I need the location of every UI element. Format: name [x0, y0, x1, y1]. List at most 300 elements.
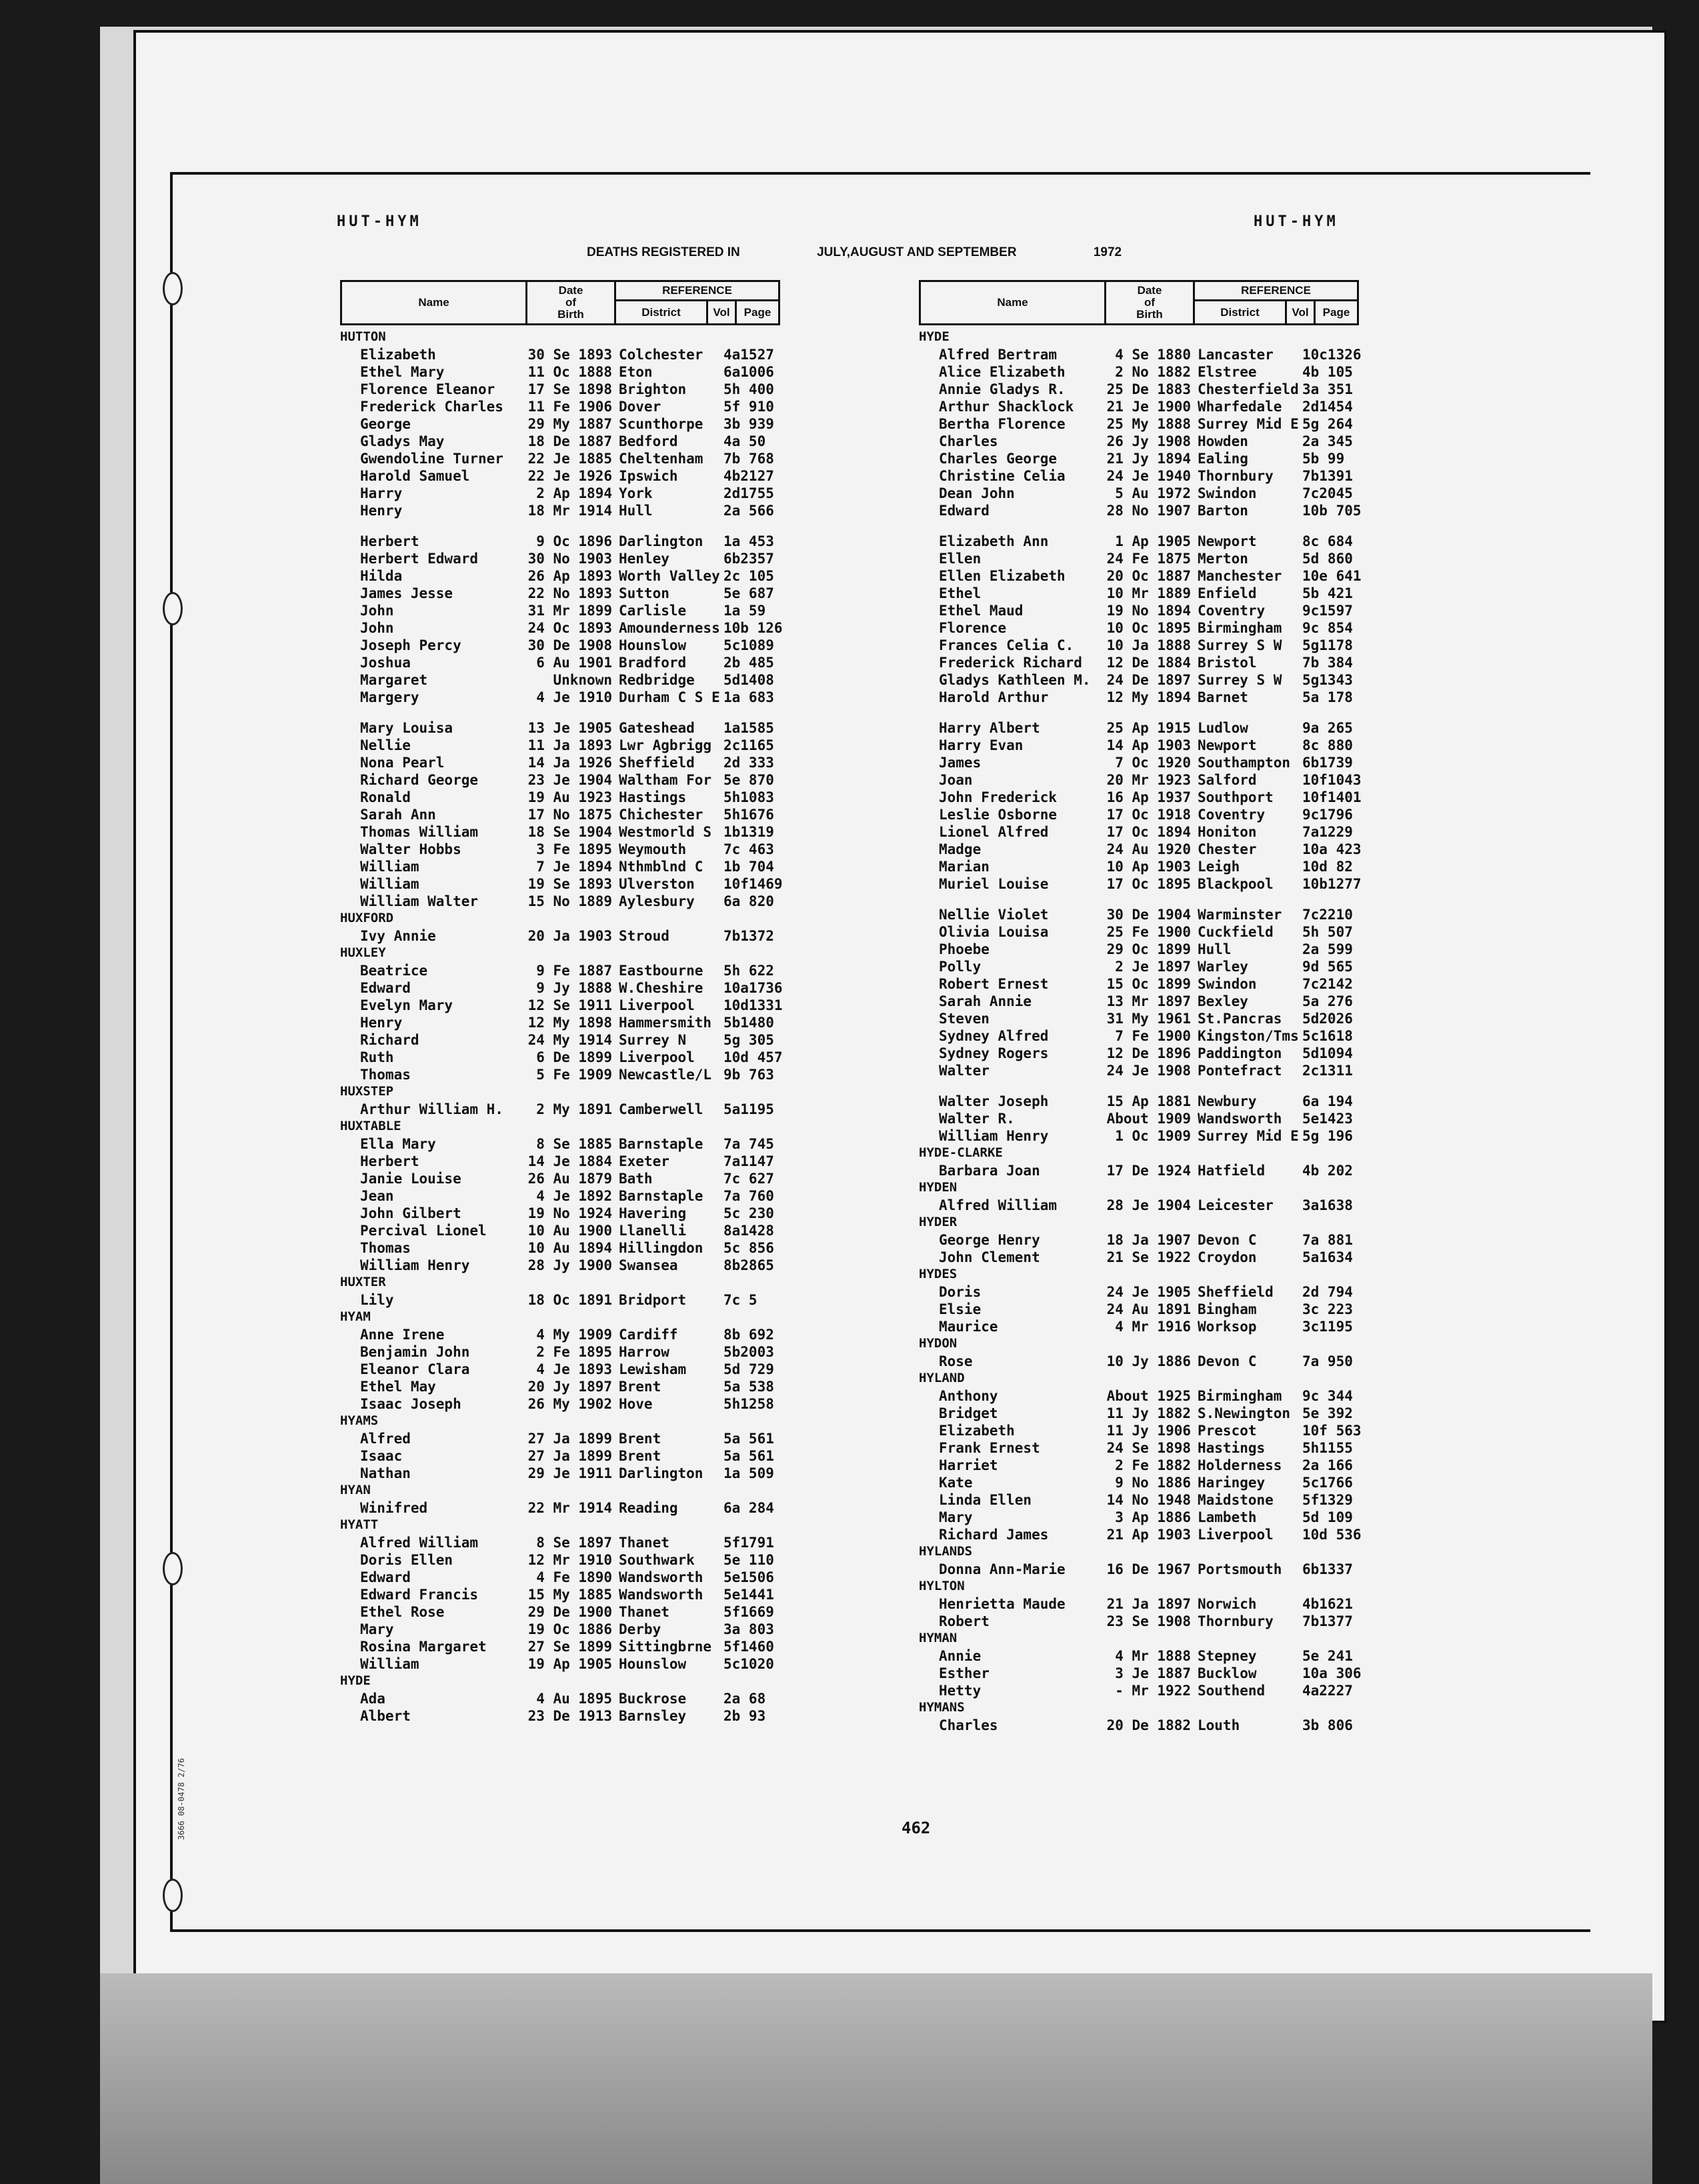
- entry-district: Surrey Mid E: [1198, 416, 1299, 432]
- entry-reference: 9c 854: [1302, 620, 1353, 636]
- entry-name: Lily: [360, 1292, 394, 1308]
- entry-district: Southwark: [619, 1552, 695, 1568]
- entry-reference: 5d 860: [1302, 551, 1353, 567]
- table-row: [919, 959, 1359, 976]
- entry-reference: 5g1178: [1302, 637, 1353, 653]
- surname: HYAN: [340, 1483, 371, 1497]
- header-date-of-birth: [527, 282, 616, 323]
- entry-reference: 7b1372: [723, 928, 774, 944]
- entry-date-of-birth: 27 Se 1899: [527, 1639, 612, 1655]
- entry-date-of-birth: 17 Oc 1895: [1106, 876, 1191, 892]
- entry-name: Ivy Annie: [360, 928, 436, 944]
- entry-reference: 5e1506: [723, 1569, 774, 1585]
- right-column: [919, 280, 1362, 1735]
- entry-date-of-birth: 24 Se 1898: [1106, 1440, 1191, 1456]
- entry-date-of-birth: 24 Oc 1893: [527, 620, 612, 636]
- entry-name: Ethel May: [360, 1379, 436, 1395]
- entry-district: Worksop: [1198, 1319, 1257, 1335]
- table-row: [340, 637, 780, 655]
- entry-name: Richard George: [360, 772, 479, 788]
- entry-district: Ealing: [1198, 451, 1248, 467]
- entry-name: Christine Celia: [939, 468, 1066, 484]
- entry-name: William: [360, 859, 419, 875]
- table-row: [919, 347, 1362, 364]
- entry-reference: 5f1460: [723, 1639, 774, 1655]
- table-row: [919, 364, 1359, 381]
- surname-heading: [919, 1267, 1359, 1284]
- table-row: [340, 824, 780, 841]
- entry-name: John Frederick: [939, 789, 1058, 805]
- entry-district: Redbridge: [619, 672, 695, 688]
- header-dob-line3: Birth: [557, 308, 584, 321]
- entry-reference: 10e 641: [1302, 568, 1362, 584]
- entry-reference: 5a1634: [1302, 1249, 1353, 1265]
- table-row: [340, 859, 780, 876]
- entry-date-of-birth: 30 Se 1893: [527, 347, 612, 363]
- table-row: [340, 1171, 780, 1188]
- surname: HYDON: [919, 1336, 958, 1351]
- entry-reference: 5f1329: [1302, 1492, 1353, 1508]
- entry-district: Haringey: [1198, 1475, 1266, 1491]
- entry-reference: 10d 536: [1302, 1527, 1362, 1543]
- entry-name: Sarah Ann: [360, 807, 436, 823]
- table-row: [919, 503, 1362, 520]
- entry-reference: 10a 306: [1302, 1665, 1362, 1681]
- header-reference: [616, 282, 778, 323]
- entry-date-of-birth: 24 Je 1940: [1106, 468, 1191, 484]
- header-dob-line1: Date: [558, 284, 583, 297]
- table-row: [340, 1136, 780, 1153]
- entry-district: Brent: [619, 1448, 661, 1464]
- entry-district: Ulverston: [619, 876, 695, 892]
- entry-date-of-birth: 30 De 1904: [1106, 907, 1191, 923]
- entry-date-of-birth: 20 Mr 1923: [1106, 772, 1191, 788]
- entry-date-of-birth: 21 Ap 1903: [1106, 1527, 1191, 1543]
- entry-name: Ellen: [939, 551, 982, 567]
- table-row: [919, 468, 1359, 485]
- header-reference: [1195, 282, 1357, 323]
- entry-date-of-birth: 4 Se 1880: [1115, 347, 1191, 363]
- entry-date-of-birth: 28 No 1907: [1106, 503, 1191, 519]
- entries-list: [919, 329, 1362, 1735]
- table-row: [340, 1101, 780, 1119]
- entry-district: Reading: [619, 1500, 678, 1516]
- entry-reference: 1a1585: [723, 720, 774, 736]
- surname: HYDEN: [919, 1180, 958, 1195]
- entry-reference: 4a1527: [723, 347, 774, 363]
- entry-date-of-birth: 10 Ap 1903: [1106, 859, 1191, 875]
- entry-reference: 7b 768: [723, 451, 774, 467]
- entry-name: Joan: [939, 772, 973, 788]
- entry-date-of-birth: 3 Ap 1886: [1115, 1509, 1191, 1525]
- entry-district: Thornbury: [1198, 1613, 1274, 1629]
- entry-district: Scunthorpe: [619, 416, 703, 432]
- entry-reference: 2b 93: [723, 1708, 766, 1724]
- surname: HYLAND: [919, 1371, 965, 1385]
- table-row: [919, 1457, 1359, 1475]
- entry-district: Westmorld S: [619, 824, 712, 840]
- entry-date-of-birth: 23 De 1913: [527, 1708, 612, 1724]
- entry-district: Wandsworth: [619, 1587, 703, 1603]
- entry-name: Ethel Maud: [939, 603, 1024, 619]
- entry-district: Southport: [1198, 789, 1274, 805]
- entry-name: Nona Pearl: [360, 755, 445, 771]
- entry-name: Beatrice: [360, 963, 428, 979]
- table-row: [919, 620, 1359, 637]
- entry-reference: 2d1755: [723, 485, 774, 501]
- surname-heading: [919, 1371, 1359, 1388]
- entry-date-of-birth: 3 Fe 1895: [536, 841, 612, 857]
- entry-reference: 5a 538: [723, 1379, 774, 1395]
- entry-date-of-birth: 22 Mr 1914: [527, 1500, 612, 1516]
- entry-district: Salford: [1198, 772, 1257, 788]
- entry-name: Ellen Elizabeth: [939, 568, 1066, 584]
- entry-date-of-birth: About 1909: [1106, 1111, 1191, 1127]
- entry-reference: 3b 806: [1302, 1717, 1353, 1733]
- entry-date-of-birth: 25 Ap 1915: [1106, 720, 1191, 736]
- entry-name: Harry Albert: [939, 720, 1040, 736]
- table-row: [919, 551, 1359, 568]
- entry-date-of-birth: 12 De 1884: [1106, 655, 1191, 671]
- table-row: [340, 928, 780, 945]
- entry-name: Doris: [939, 1284, 982, 1300]
- table-row: [340, 451, 780, 468]
- header-dob-line3: Birth: [1136, 308, 1163, 321]
- entry-date-of-birth: 8 Se 1897: [536, 1535, 612, 1551]
- surname: HYDE: [919, 329, 950, 344]
- entry-reference: 10f 563: [1302, 1423, 1362, 1439]
- entry-name: Ruth: [360, 1049, 394, 1065]
- entry-name: Steven: [939, 1011, 990, 1027]
- entry-reference: 7c2210: [1302, 907, 1353, 923]
- entry-name: Janie Louise: [360, 1171, 461, 1187]
- table-row: [919, 1405, 1359, 1423]
- entry-reference: 5f1669: [723, 1604, 774, 1620]
- table-row: [919, 1475, 1359, 1492]
- table-row: [340, 364, 780, 381]
- entry-reference: 10f1043: [1302, 772, 1362, 788]
- entry-date-of-birth: 11 Ja 1893: [527, 737, 612, 753]
- entries-list: [340, 329, 783, 1725]
- entry-district: Gateshead: [619, 720, 695, 736]
- entry-district: Hull: [1198, 941, 1232, 957]
- entry-reference: 6a 820: [723, 893, 774, 909]
- entry-date-of-birth: 12 My 1898: [527, 1015, 612, 1031]
- entry-district: Sutton: [619, 585, 669, 601]
- entry-name: James Jesse: [360, 585, 453, 601]
- surname: HUXTER: [340, 1275, 386, 1289]
- entry-district: Sittingbrne: [619, 1639, 712, 1655]
- entry-name: Frank Ernest: [939, 1440, 1040, 1456]
- entry-date-of-birth: 25 De 1883: [1106, 381, 1191, 397]
- entry-district: Aylesbury: [619, 893, 695, 909]
- table-row: [340, 755, 780, 772]
- entry-name: Muriel Louise: [939, 876, 1049, 892]
- entry-reference: 5h1083: [723, 789, 774, 805]
- table-row: [340, 997, 783, 1015]
- entry-name: Robert: [939, 1613, 990, 1629]
- entry-district: Chester: [1198, 841, 1257, 857]
- table-row: [340, 1067, 780, 1084]
- entry-date-of-birth: 4 Au 1895: [536, 1691, 612, 1707]
- entry-reference: 9c1796: [1302, 807, 1353, 823]
- entry-date-of-birth: 21 Jy 1894: [1106, 451, 1191, 467]
- entry-date-of-birth: 1 Ap 1905: [1115, 533, 1191, 549]
- surname-heading: [919, 1631, 1359, 1648]
- entry-district: Portsmouth: [1198, 1561, 1282, 1577]
- table-row: [919, 1353, 1359, 1371]
- entry-district: Eastbourne: [619, 963, 703, 979]
- entry-district: Hove: [619, 1396, 653, 1412]
- entry-name: Nathan: [360, 1465, 411, 1481]
- entry-district: Durham C S E: [619, 689, 720, 705]
- entry-district: Newcastle/L: [619, 1067, 712, 1083]
- surname-heading: [340, 1413, 780, 1431]
- entry-name: Charles George: [939, 451, 1058, 467]
- entry-reference: 5f1791: [723, 1535, 774, 1551]
- header-vol: Vol: [1287, 301, 1316, 323]
- entry-name: Herbert: [360, 533, 419, 549]
- entry-date-of-birth: 27 Ja 1899: [527, 1431, 612, 1447]
- table-row: [919, 1509, 1359, 1527]
- entry-date-of-birth: 10 Jy 1886: [1106, 1353, 1191, 1369]
- entry-reference: 7b1391: [1302, 468, 1353, 484]
- entry-reference: 4b 202: [1302, 1163, 1353, 1179]
- entry-name: Maurice: [939, 1319, 998, 1335]
- entry-date-of-birth: 24 Je 1905: [1106, 1284, 1191, 1300]
- entry-date-of-birth: 15 My 1885: [527, 1587, 612, 1603]
- header-district: District: [1195, 301, 1287, 323]
- entry-name: Bridget: [939, 1405, 998, 1421]
- entry-reference: 2c1165: [723, 737, 774, 753]
- table-row: [919, 485, 1359, 503]
- entry-reference: 6a 194: [1302, 1093, 1353, 1109]
- entry-district: Ludlow: [1198, 720, 1248, 736]
- entry-district: Sheffield: [619, 755, 695, 771]
- table-row: [340, 1500, 780, 1517]
- entry-reference: 8c 684: [1302, 533, 1353, 549]
- surname-heading: [919, 1700, 1359, 1717]
- entry-district: Sheffield: [1198, 1284, 1274, 1300]
- entry-date-of-birth: 5 Fe 1909: [536, 1067, 612, 1083]
- entry-name: Mary: [360, 1621, 394, 1637]
- entry-name: Sarah Annie: [939, 993, 1032, 1009]
- table-row: [919, 399, 1359, 416]
- entry-name: Nellie: [360, 737, 411, 753]
- table-row: [340, 1257, 780, 1275]
- entry-reference: 7c 627: [723, 1171, 774, 1187]
- entry-reference: 5h 622: [723, 963, 774, 979]
- entry-district: Cardiff: [619, 1327, 678, 1343]
- entry-name: George: [360, 416, 411, 432]
- table-row: [919, 1093, 1359, 1111]
- entry-name: Lionel Alfred: [939, 824, 1049, 840]
- entry-district: Eton: [619, 364, 653, 380]
- entry-reference: 7c2045: [1302, 485, 1353, 501]
- entry-date-of-birth: 10 Oc 1895: [1106, 620, 1191, 636]
- entry-name: John Gilbert: [360, 1205, 461, 1221]
- entry-district: Devon C: [1198, 1353, 1257, 1369]
- table-row: [340, 1639, 780, 1656]
- entry-reference: 5e 110: [723, 1552, 774, 1568]
- entry-reference: 5f 910: [723, 399, 774, 415]
- entry-district: Surrey Mid E: [1198, 1128, 1299, 1144]
- entry-district: Liverpool: [1198, 1527, 1274, 1543]
- left-column: [340, 280, 783, 1725]
- entry-district: Cheltenham: [619, 451, 703, 467]
- entry-district: Worth Valley: [619, 568, 720, 584]
- entry-district: Barton: [1198, 503, 1248, 519]
- table-row: [919, 1527, 1362, 1544]
- entry-name: Mary: [939, 1509, 973, 1525]
- entry-name: Nellie Violet: [939, 907, 1049, 923]
- entry-district: Honiton: [1198, 824, 1257, 840]
- entry-date-of-birth: 7 Fe 1900: [1115, 1028, 1191, 1044]
- page-title: [587, 245, 1122, 260]
- entry-district: Waltham For: [619, 772, 712, 788]
- table-row: [340, 1015, 780, 1032]
- table-row: [919, 807, 1359, 824]
- table-row: [340, 1448, 780, 1465]
- entry-date-of-birth: 23 Je 1904: [527, 772, 612, 788]
- entry-district: Cuckfield: [1198, 924, 1274, 940]
- entry-name: William Henry: [360, 1257, 470, 1273]
- entry-date-of-birth: 22 No 1893: [527, 585, 612, 601]
- entry-date-of-birth: 31 Mr 1899: [527, 603, 612, 619]
- entry-district: Leicester: [1198, 1197, 1274, 1213]
- entry-district: Manchester: [1198, 568, 1282, 584]
- entry-date-of-birth: 24 Je 1908: [1106, 1063, 1191, 1079]
- entry-name: Isaac Joseph: [360, 1396, 461, 1412]
- scan-border-left: [0, 0, 100, 2184]
- entry-name: Elsie: [939, 1301, 982, 1317]
- entry-district: Enfield: [1198, 585, 1257, 601]
- entry-date-of-birth: 22 Je 1885: [527, 451, 612, 467]
- entry-name: Ella Mary: [360, 1136, 436, 1152]
- entry-district: Bridport: [619, 1292, 687, 1308]
- title-year: 1972: [1093, 245, 1122, 259]
- entry-name: Harry Evan: [939, 737, 1024, 753]
- entry-date-of-birth: 11 Fe 1906: [527, 399, 612, 415]
- entry-reference: 9b 763: [723, 1067, 774, 1083]
- table-row: [919, 1613, 1359, 1631]
- entry-district: Lewisham: [619, 1361, 687, 1377]
- entry-reference: 2a 166: [1302, 1457, 1353, 1473]
- entry-reference: 10d 82: [1302, 859, 1353, 875]
- entry-reference: 7a1229: [1302, 824, 1353, 840]
- table-row: [919, 1596, 1359, 1613]
- entry-name: Jean: [360, 1188, 394, 1204]
- entry-name: Doris Ellen: [360, 1552, 453, 1568]
- entry-district: Newbury: [1198, 1093, 1257, 1109]
- table-row: [919, 533, 1359, 551]
- table-row: [340, 963, 780, 980]
- entry-name: Thomas William: [360, 824, 479, 840]
- surname-heading: [919, 1180, 1359, 1197]
- entry-name: Polly: [939, 959, 982, 975]
- entry-district: W.Cheshire: [619, 980, 703, 996]
- surname-heading: [340, 1275, 780, 1292]
- entry-reference: 10f1401: [1302, 789, 1362, 805]
- table-row: [340, 1361, 780, 1379]
- entry-district: Brent: [619, 1379, 661, 1395]
- entry-name: William: [360, 876, 419, 892]
- entry-reference: 1a 683: [723, 689, 774, 705]
- header-name: Name: [921, 282, 1106, 323]
- entry-date-of-birth: 26 Au 1879: [527, 1171, 612, 1187]
- entry-name: Madge: [939, 841, 982, 857]
- entry-reference: 9c1597: [1302, 603, 1353, 619]
- entry-reference: 10f1469: [723, 876, 783, 892]
- table-row: [919, 859, 1359, 876]
- table-row: [340, 1327, 780, 1344]
- entry-name: Anne Irene: [360, 1327, 445, 1343]
- entry-date-of-birth: 18 Ja 1907: [1106, 1232, 1191, 1248]
- table-row: [919, 568, 1362, 585]
- entry-reference: 5h1155: [1302, 1440, 1353, 1456]
- table-row: [919, 841, 1362, 859]
- header-page: Page: [743, 305, 771, 319]
- table-row: [919, 1284, 1359, 1301]
- entry-district: S.Newington: [1198, 1405, 1291, 1421]
- entry-date-of-birth: 21 Je 1900: [1106, 399, 1191, 415]
- entry-reference: 6b2357: [723, 551, 774, 567]
- entry-name: Walter Hobbs: [360, 841, 461, 857]
- entry-date-of-birth: 22 Je 1926: [527, 468, 612, 484]
- entry-reference: 5c 856: [723, 1240, 774, 1256]
- entry-date-of-birth: 30 De 1908: [527, 637, 612, 653]
- table-row: [340, 585, 780, 603]
- entry-date-of-birth: 20 Ja 1903: [527, 928, 612, 944]
- entry-reference: 3b 939: [723, 416, 774, 432]
- surname-heading: [340, 329, 780, 347]
- entry-district: Southend: [1198, 1683, 1266, 1699]
- table-row: [340, 1188, 780, 1205]
- entry-reference: 2b 485: [723, 655, 774, 671]
- entry-reference: 5g 305: [723, 1032, 774, 1048]
- table-row: [919, 993, 1359, 1011]
- entry-name: Donna Ann-Marie: [939, 1561, 1066, 1577]
- entry-date-of-birth: 2 Fe 1882: [1115, 1457, 1191, 1473]
- surname-heading: [340, 1517, 780, 1535]
- entry-reference: 8b2865: [723, 1257, 774, 1273]
- table-row: [919, 1492, 1359, 1509]
- table-row: [919, 1301, 1359, 1319]
- entry-district: Swindon: [1198, 976, 1257, 992]
- entry-reference: 5b 99: [1302, 451, 1345, 467]
- entry-name: Herbert Edward: [360, 551, 479, 567]
- entry-name: John: [360, 620, 394, 636]
- entry-district: Barnsley: [619, 1708, 687, 1724]
- entry-reference: 5g 264: [1302, 416, 1353, 432]
- entry-name: Florence Eleanor: [360, 381, 495, 397]
- entry-name: John Clement: [939, 1249, 1040, 1265]
- entry-reference: 8c 880: [1302, 737, 1353, 753]
- entry-reference: 5h 400: [723, 381, 774, 397]
- entry-name: Percival Lionel: [360, 1223, 487, 1239]
- table-row: [919, 451, 1359, 468]
- entry-name: William Walter: [360, 893, 479, 909]
- entry-date-of-birth: 16 Ap 1937: [1106, 789, 1191, 805]
- entry-reference: 8b 692: [723, 1327, 774, 1343]
- surname: HUXSTEP: [340, 1084, 394, 1099]
- entry-district: Stroud: [619, 928, 669, 944]
- entry-district: Surrey S W: [1198, 672, 1282, 688]
- table-row: [919, 720, 1359, 737]
- table-row: [919, 755, 1359, 772]
- entry-reference: 10c1326: [1302, 347, 1362, 363]
- punch-hole-icon: [163, 1552, 183, 1585]
